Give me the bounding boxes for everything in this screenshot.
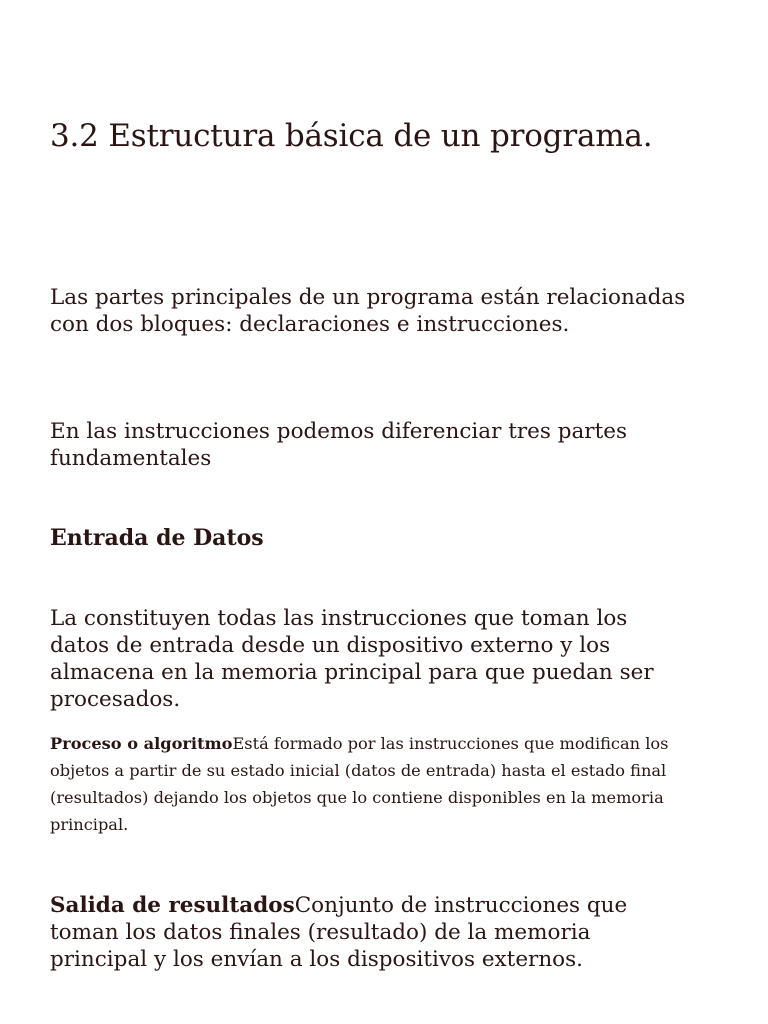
entrada-paragraph: La constituyen todas las instrucciones que toman los datos de entrada desde un dispositivo externo y los almacena en la memoria principal para que puedan ser procesados. bbox=[50, 606, 654, 712]
instructions-intro-paragraph: En las instrucciones podemos diferenciar tres partes fundamentales bbox=[50, 419, 627, 471]
salida-heading: Salida de resultados bbox=[50, 893, 295, 918]
proceso-paragraph bbox=[50, 730, 680, 838]
page-title: 3.2 Estructura básica de un programa. bbox=[50, 118, 653, 154]
salida-paragraph bbox=[50, 892, 690, 973]
proceso-heading: Proceso o algoritmo bbox=[50, 734, 233, 753]
salida-body: Conjunto de instrucciones que toman los datos finales (resultado) de la memoria principal y los envían a los dispositivos externos. bbox=[50, 893, 628, 972]
proceso-body: Está formado por las instrucciones que modifican los objetos a partir de su estado inicial (datos de entrada) hasta el estado final (resultados) dejando los objetos que lo contiene disponibles en la memoria principal. bbox=[50, 734, 669, 834]
entrada-heading: Entrada de Datos bbox=[50, 525, 264, 551]
intro-paragraph: Las partes principales de un programa están relacionadas con dos bloques: declaraciones e instrucciones. bbox=[50, 285, 686, 337]
